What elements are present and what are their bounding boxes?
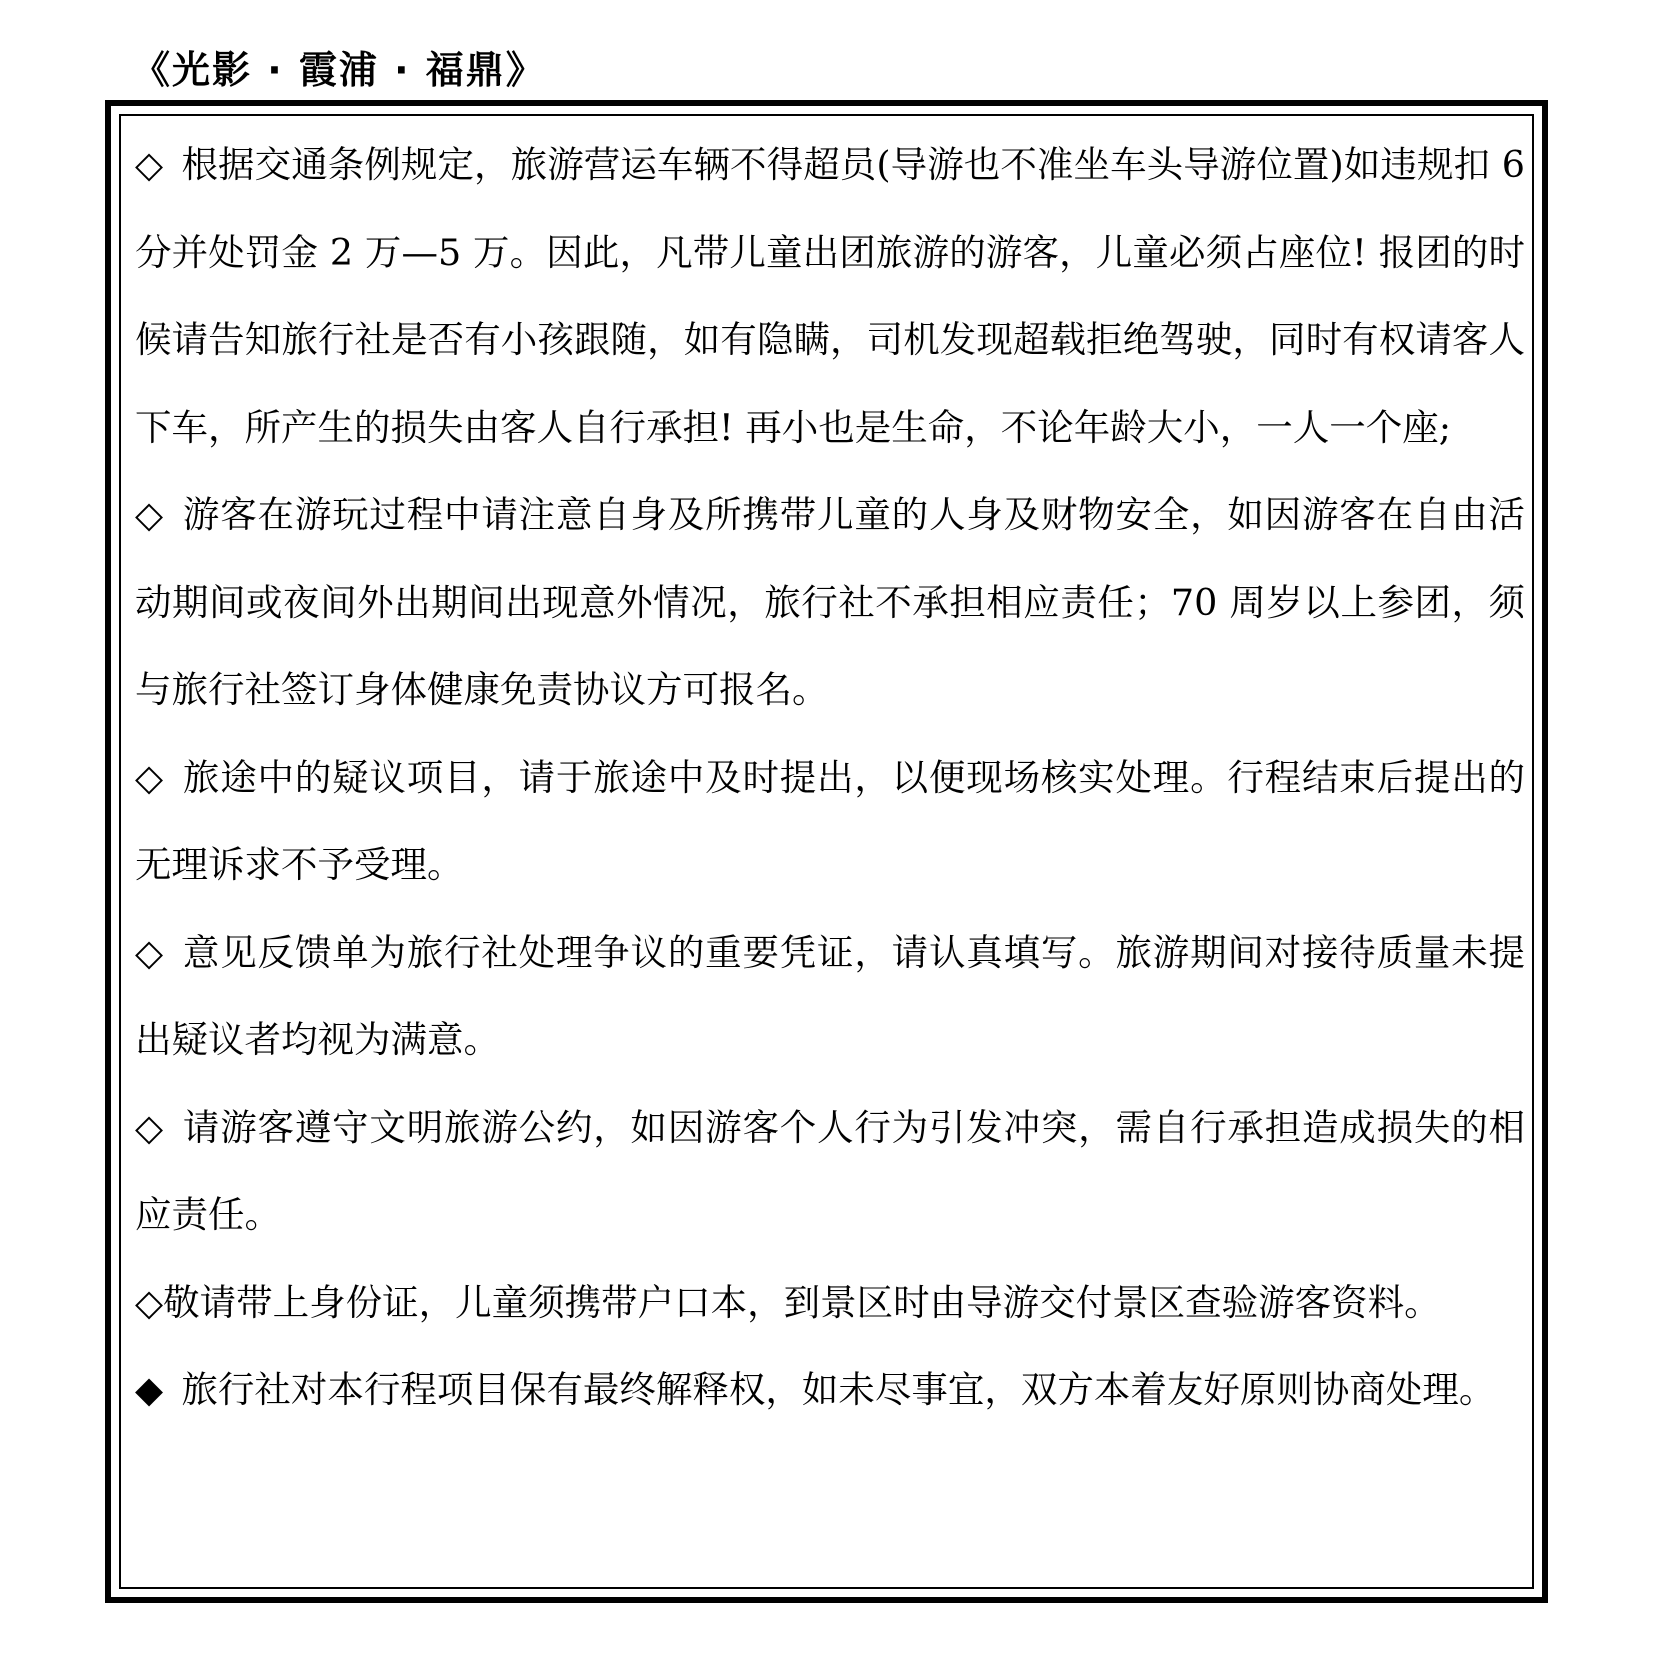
notice-list [135,121,1525,1434]
notice-text: 游客在游玩过程中请注意自身及所携带儿童的人身及财物安全，如因游客在自由活动期间或夜间外出期间出现意外情况，旅行社不承担相应责任；70 周岁以上参团，须与旅行社签订身体健康免责协议方可报名。 [135,493,1525,711]
filled-diamond-bullet-icon: ◆ [135,1368,164,1411]
notice-item [135,734,1525,909]
notice-item [135,1259,1525,1347]
diamond-bullet-icon: ◇ [135,1105,164,1149]
notice-text: 敬请带上身份证，儿童须携带户口本，到景区时由导游交付景区查验游客资料。 [163,1280,1441,1324]
notice-text: 意见反馈单为旅行社处理争议的重要凭证，请认真填写。旅游期间对接待质量未提出疑议者均视为满意。 [135,930,1525,1061]
notice-text: 根据交通条例规定，旅游营运车辆不得超员(导游也不准坐车头导游位置)如违规扣 6 分并处罚金 2 万—5 万。因此，凡带儿童出团旅游的游客，儿童必须占座位! 报团的时候请告知旅行社是否有小孩跟随，如有隐瞒，司机发现超载拒绝驾驶，同时有权请客人下车，所产生的损失由客人自行承担! 再小也是生命，不论年龄大小，一人一个座; [135,143,1525,449]
notice-item [135,1346,1525,1434]
diamond-bullet-icon: ◇ [135,493,164,536]
page-title: 《光影 · 霞浦 · 福鼎》 [132,48,546,92]
diamond-bullet-icon: ◇ [135,1280,164,1324]
diamond-bullet-icon: ◇ [135,755,164,799]
diamond-bullet-icon: ◇ [135,930,164,974]
notice-text: 请游客遵守文明旅游公约，如因游客个人行为引发冲突，需自行承担造成损失的相应责任。 [135,1105,1525,1236]
notice-item [135,909,1525,1084]
notice-item [135,1084,1525,1259]
notice-item [135,471,1525,734]
notice-item [135,121,1525,471]
diamond-bullet-icon: ◇ [135,143,164,186]
notice-text: 旅行社对本行程项目保有最终解释权，如未尽事宜，双方本着友好原则协商处理。 [181,1368,1496,1411]
notice-text: 旅途中的疑议项目，请于旅途中及时提出，以便现场核实处理。行程结束后提出的无理诉求不予受理。 [135,755,1525,886]
